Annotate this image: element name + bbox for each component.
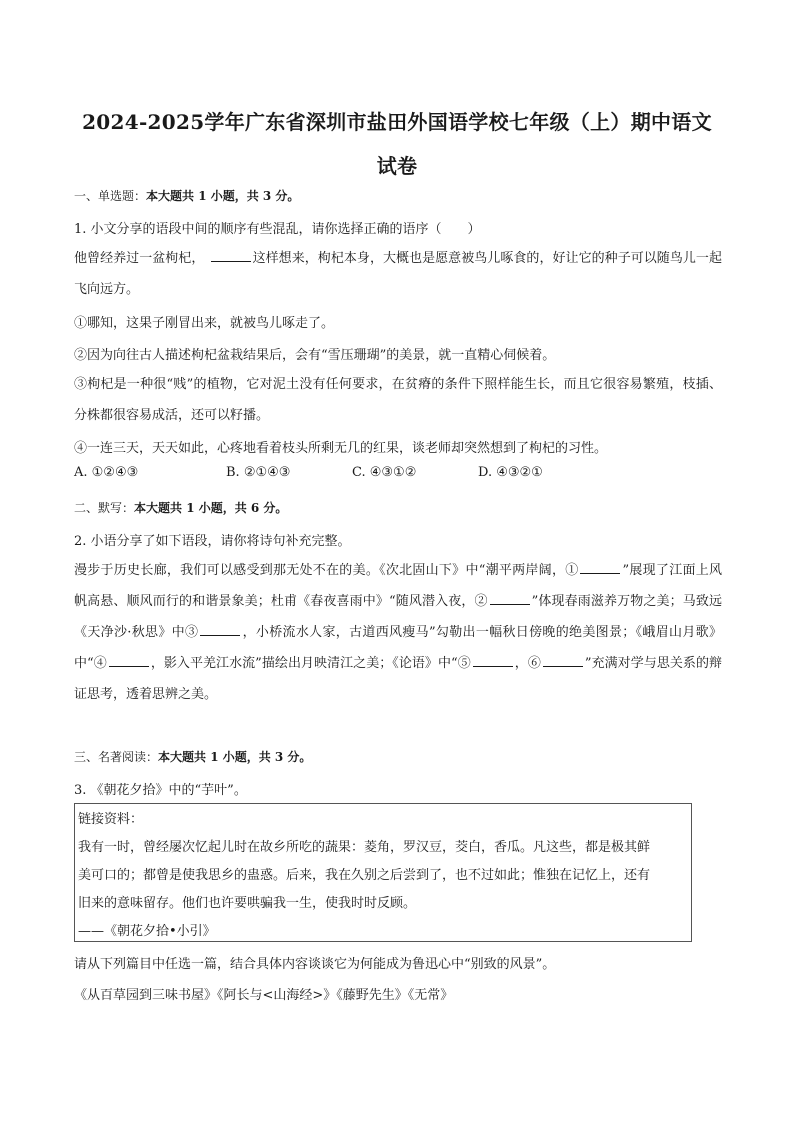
box-source: ——《朝花夕拾•小引》 [78,924,216,939]
q1-item-3: ③枸杞是一种很“贱”的植物，它对泥土没有任何要求，在贫瘠的条件下照样能生长，而且它很容易繁殖，枝插、分株都很容易成活，还可以籽播。 [74,377,722,423]
q1-passage: 他曾经养过一盆枸杞， 这样想来，枸杞本身，大概也是愿意被鸟儿啄食的，好让它的种子可以随鸟儿一起飞向远方。 [74,251,722,297]
exam-title-line2: 试卷 [376,154,418,178]
exam-title [60,100,734,188]
q3-titles: 《从百草园到三味书屋》《阿长与<山海经>》《藤野先生》《无常》 [74,988,454,1003]
q2-blank-4[interactable] [109,654,149,667]
q1-blank [211,249,251,262]
q3-stem: 3. 《朝花夕拾》中的“芋叶”。 [74,783,247,798]
q3-prompt: 请从下列篇目中任选一篇，结合具体内容谈谈它为何能成为鲁迅心中“别致的风景”。 [74,957,556,972]
q2-blank-2[interactable] [490,592,530,605]
q2-passage: 漫步于历史长廊，我们可以感受到那无处不在的美。《次北固山下》中“潮平两岸阔，① ”展现了江面上风帆高悬、顺风而行的和谐景象美；杜甫《春夜喜雨中》“随风潜入夜，② ”体现春雨滋养万物之美；马致远《天净沙·秋思》中③ ，小桥流水人家，古道西风瘦马”勾勒出一幅秋日傍晚的绝美图景；《峨眉山月歌》中“④ ，影入平羌江水流”描绘出月映清江之美；《论语》中“⑤ ，⑥ ”充满对学与思关系的辩证思考，透着思辨之美。 [74,563,722,702]
q1-option-d[interactable]: D. ④③②① [478,465,543,480]
q2-blank-3[interactable] [200,623,240,636]
q1-option-b[interactable]: B. ②①④③ [226,465,291,480]
q1-options [74,465,674,487]
exam-title-line1: 2024-2025学年广东省深圳市盐田外国语学校七年级（上）期中语文 [82,110,712,134]
link-material-box [74,803,692,942]
q1-item-2: ②因为向往古人描述枸杞盆栽结果后，会有“雪压珊瑚”的美景，就一直精心伺候着。 [74,348,556,363]
q2-blank-1[interactable] [580,561,620,574]
q1-stem: 1. 小文分享的语段中间的顺序有些混乱，请你选择正确的语序（ ） [74,222,481,237]
box-title: 链接资料： [78,812,144,827]
q1-option-c[interactable]: C. ④③①② [352,465,417,480]
q2-blank-6[interactable] [543,654,583,667]
q1-item-1: ①哪知，这果子刚冒出来，就被鸟儿啄走了。 [74,316,335,331]
box-line-2: 美可口的；都曾是使我思乡的蛊惑。后来，我在久别之后尝到了，也不过如此；惟独在记忆上，还有 [78,868,651,883]
box-line-1: 我有一时，曾经屡次忆起儿时在故乡所吃的蔬果：菱角，罗汉豆，茭白，香瓜。凡这些，都是极其鲜 [78,840,651,855]
q1-option-a[interactable]: A. ①②④③ [74,465,139,480]
box-line-3: 旧来的意味留存。他们也许要哄骗我一生，使我时时反顾。 [78,896,417,911]
q1-item-4: ④一连三天，天天如此，心疼地看着枝头所剩无几的红果，谈老师却突然想到了枸杞的习性。 [74,441,608,456]
section1-header: 一、单选题：本大题共 1 小题，共 3 分。 [74,189,300,203]
q2-stem: 2. 小语分享了如下语段，请你将诗句补充完整。 [74,534,351,549]
section2-header: 二、默写：本大题共 1 小题，共 6 分。 [74,501,288,515]
section3-header: 三、名著阅读：本大题共 1 小题，共 3 分。 [74,750,312,764]
q2-blank-5[interactable] [473,654,513,667]
